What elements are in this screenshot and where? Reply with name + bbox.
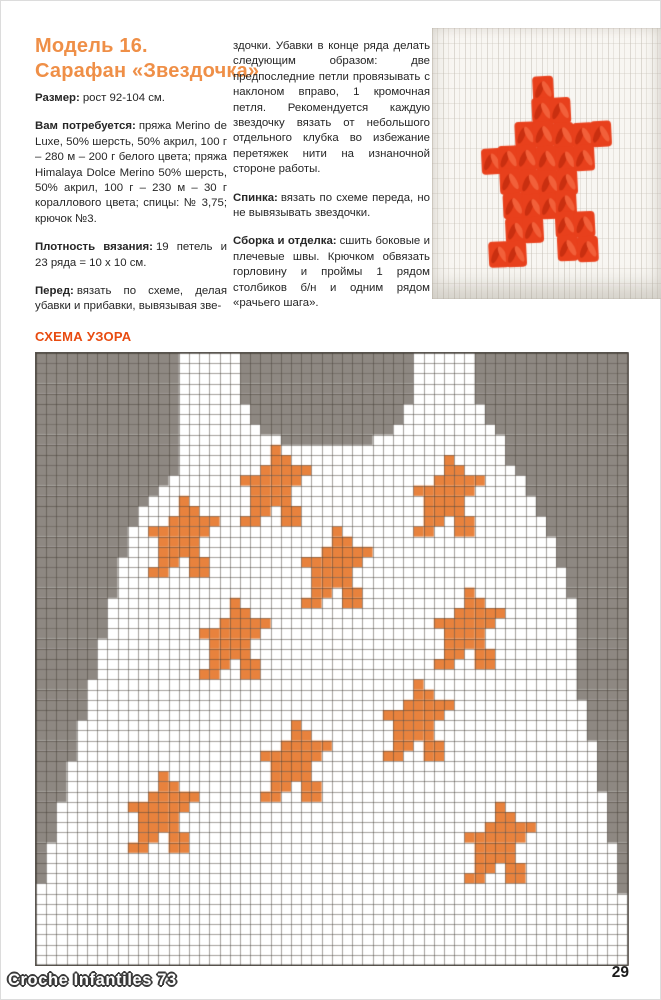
paragraph-front [35,284,227,315]
page-title-line1: Модель 16. [35,35,148,57]
footer-brand: Croche Infantiles 73 [8,971,177,989]
paragraph-label: Перед: [35,285,74,298]
page-number: 29 [611,964,629,981]
knitted-star-photo-canvas [432,28,661,299]
paragraph-label: Плотность вязания: [35,241,153,254]
paragraph-back [233,191,430,222]
paragraph-label: Спинка: [233,191,278,204]
paragraph-gauge [35,240,227,271]
paragraph-materials [35,119,227,227]
paragraph-text: 19 петель и 23 ряда = 10 х 10 см. [35,241,227,269]
knitted-star-photo [432,28,661,299]
paragraph-text: рост 92-104 см. [82,92,165,104]
paragraph-size [35,91,227,106]
paragraph-label: Размер: [35,92,80,104]
paragraph-label: Вам потребуется: [35,120,136,133]
page-title-line2: Сарафан «Звездочка» [35,60,260,82]
pattern-chart [35,352,629,971]
paragraph-text: здочки. Убавки в конце ряда делать следующим образом: две предпоследние петли провязывать с наклоном вправо, 1 кромочная петля. Рекомендуется каждую звездочку вязать от небольшого отдельного клубка во избежание перетяжек нити на изнаночной стороне работы. [233,40,430,176]
paragraph-text: вязать по схеме переда, но не вывязывать звездочки. [233,191,430,220]
paragraph-text: вязать по схеме, делая убавки и прибавки, вывязывая зве- [35,285,227,313]
left-text-column [35,91,227,328]
middle-text-column [233,39,430,325]
pattern-chart-canvas [35,352,629,966]
paragraph-assembly [233,234,430,311]
paragraph-text: пряжа Merino de Luxe, 50% шерсть, 50% акрил, 100 г – 280 м – 200 г белого цвета; пряжа Himalaya Dolce Merino 50% шерсть, 50% акрил, 100 г – 230 м – 30 г кораллового цвета; спицы: № 3,75; крючок №3. [35,120,227,225]
chart-section-label: СХЕМА УЗОРА [35,329,132,344]
paragraph-label: Сборка и отделка: [233,235,337,248]
paragraph-text: сшить боковые и плечевые швы. Крючком обвязать горловину и проймы 1 рядом столбиков б/н и одним рядом «рачьего шага». [233,235,430,310]
paragraph-front-continued [233,39,430,178]
